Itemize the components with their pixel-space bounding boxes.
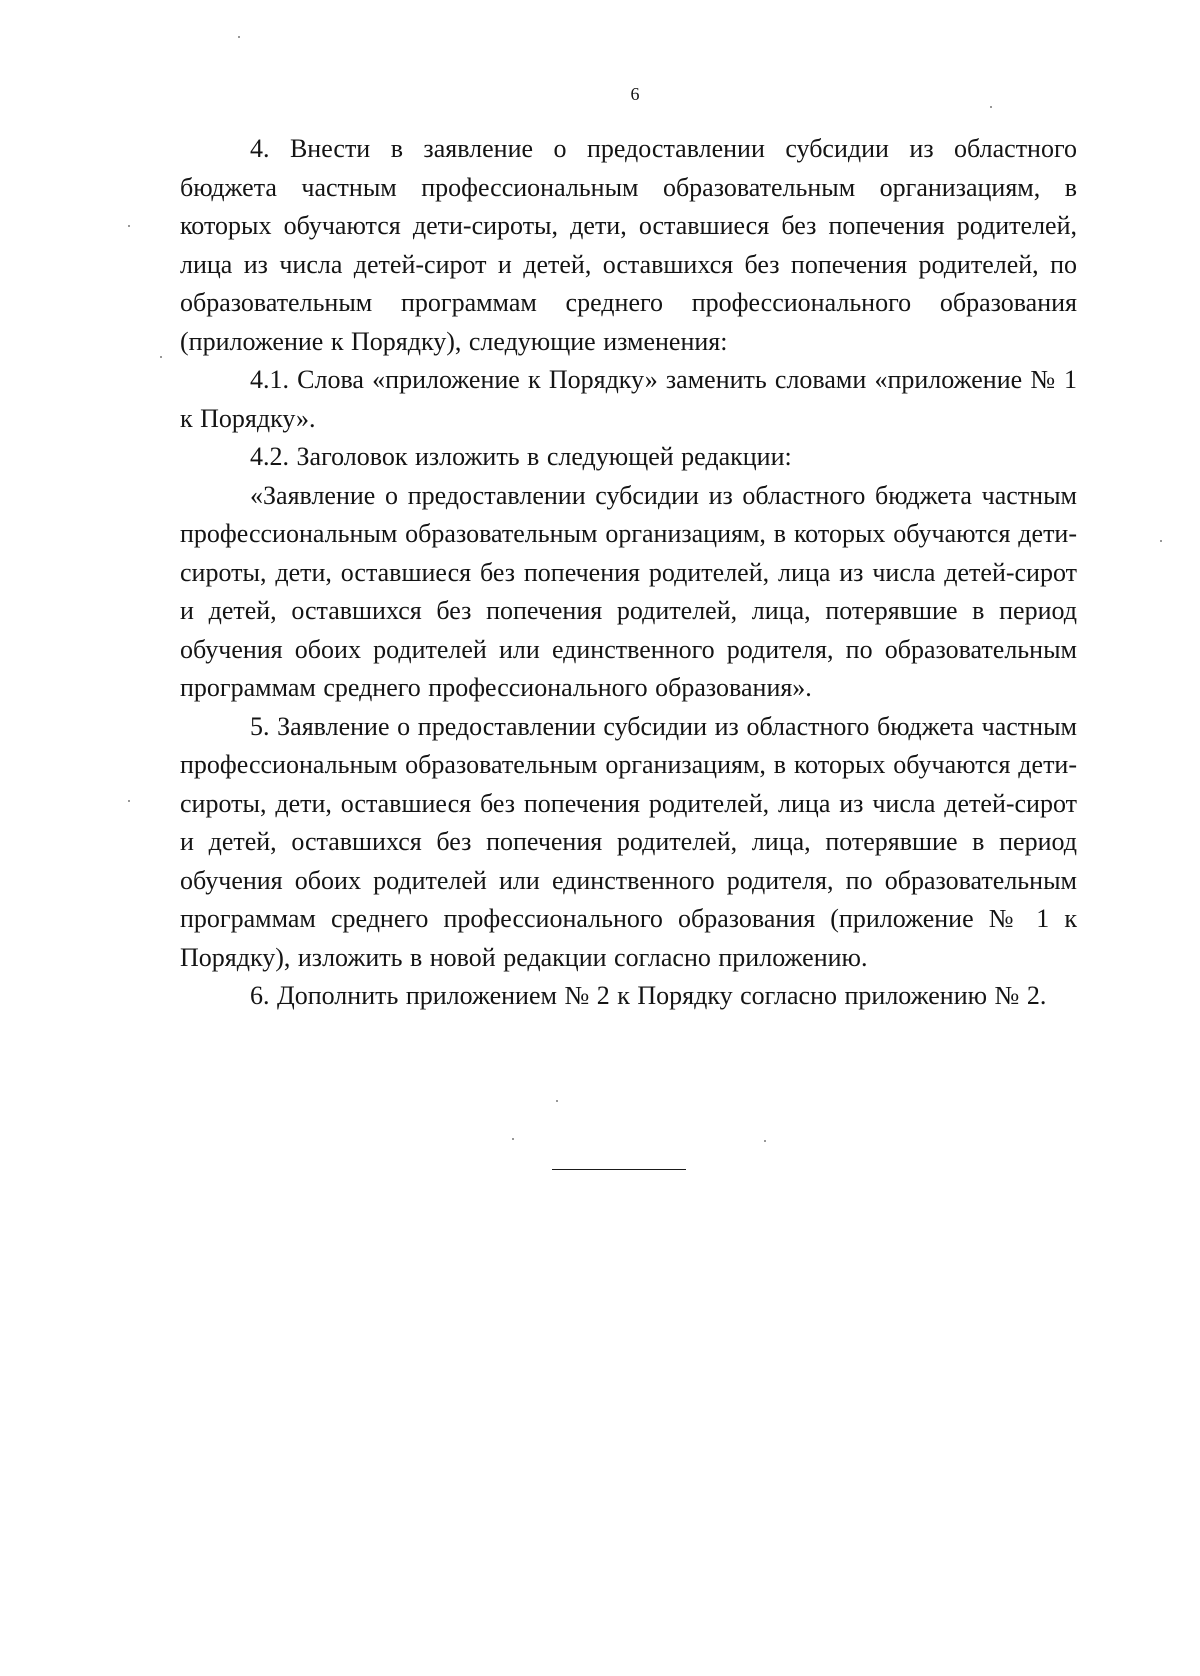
document-body bbox=[180, 130, 1077, 1016]
scan-speck bbox=[238, 36, 240, 38]
scan-speck bbox=[1160, 540, 1162, 542]
scan-speck bbox=[128, 800, 130, 802]
scan-speck bbox=[990, 106, 992, 108]
paragraph-item-4-2: 4.2. Заголовок изложить в следующей редакции: bbox=[250, 442, 792, 471]
scan-speck bbox=[556, 1100, 558, 1102]
scan-speck bbox=[764, 1140, 766, 1142]
end-of-text-rule bbox=[552, 1169, 686, 1170]
scan-speck bbox=[128, 225, 130, 227]
paragraph-item-4-1: 4.1. Слова «приложение к Порядку» заменить словами «приложение № 1 к Порядку». bbox=[180, 365, 1077, 433]
paragraph-new-heading-quote: «Заявление о предоставлении субсидии из областного бюджета частным профессиональным образовательным организациям, в которых обучаются дети-сироты, дети, оставшиеся без попечения родителей, лица из числа детей-сирот и детей, оставшихся без попечения родителей, лица, потерявшие в период обучения обоих родителей или единственного родителя, по образовательным программам среднего профессионального образования». bbox=[180, 480, 1077, 702]
page-number: 6 bbox=[630, 84, 640, 104]
paragraph-item-4: 4. Внести в заявление о предоставлении субсидии из областного бюджета частным профессиональным образовательным организациям, в которых обучаются дети-сироты, дети, оставшиеся без попечения родителей, лица из числа детей-сирот и детей, оставшихся без попечения родителей, по образовательным программам среднего профессионального образования (приложение к Порядку), следующие изменения: bbox=[180, 134, 1077, 356]
scan-speck bbox=[160, 356, 162, 358]
paragraph-item-6: 6. Дополнить приложением № 2 к Порядку согласно приложению № 2. bbox=[250, 981, 1047, 1010]
scan-speck bbox=[512, 1138, 514, 1140]
paragraph-item-5: 5. Заявление о предоставлении субсидии из областного бюджета частным профессиональным образовательным организациям, в которых обучаются дети-сироты, дети, оставшиеся без попечения родителей, лица из числа детей-сирот и детей, оставшихся без попечения родителей, лица, потерявшие в период обучения обоих родителей или единственного родителя, по образовательным программам среднего профессионального образования (приложение № 1 к Порядку), изложить в новой редакции согласно приложению. bbox=[180, 711, 1077, 972]
